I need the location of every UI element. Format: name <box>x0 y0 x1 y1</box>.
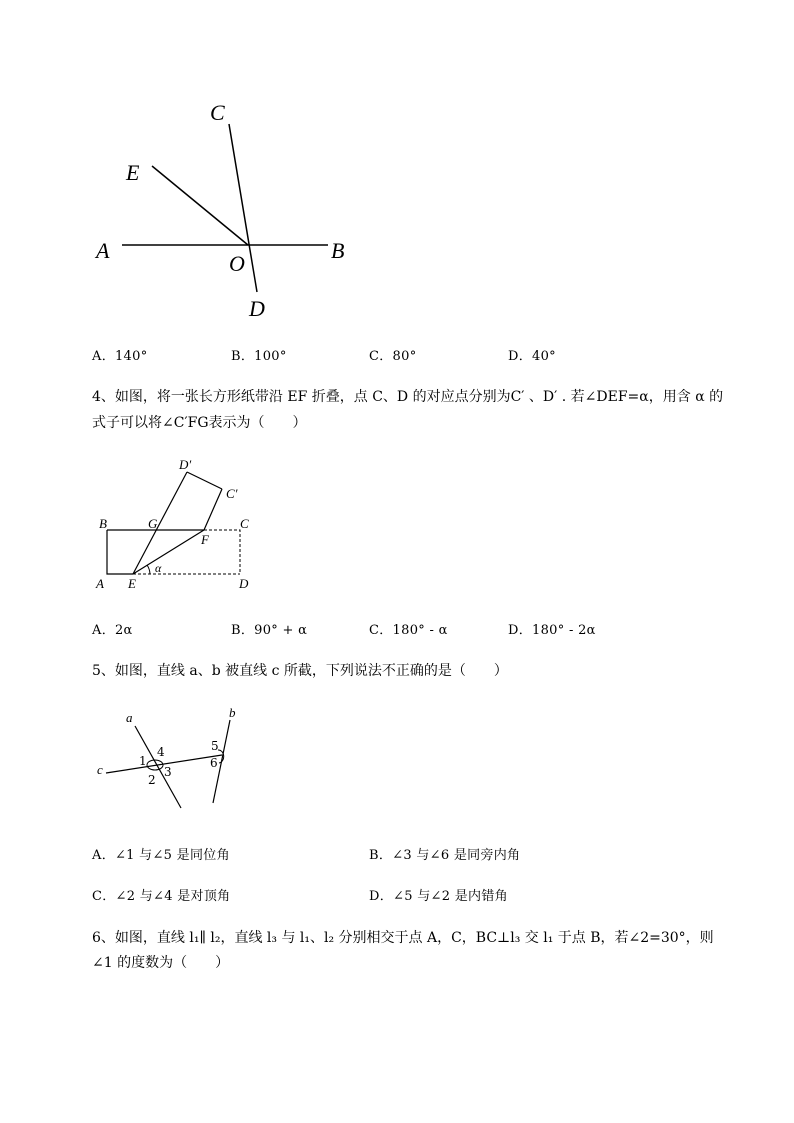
label-angle-2: 2 <box>148 773 156 787</box>
label-c: C <box>240 516 249 531</box>
q4-option-d[interactable]: D．180° - 2α <box>508 623 596 638</box>
label-angle-1: 1 <box>139 754 147 768</box>
q5-text-line1: 5、如图，直线 a、b 被直线 c 所截，下列说法不正确的是（ ） <box>92 663 508 679</box>
q6-text-line2: ∠1 的度数为（ ） <box>92 955 230 971</box>
label-g: G <box>148 516 158 531</box>
q4-option-a[interactable]: A．2α <box>92 623 133 638</box>
label-a: A <box>96 238 110 263</box>
q4-text-line1: 4、如图，将一张长方形纸带沿 EF 折叠，点 C、D 的对应点分别为C′ 、D′ . 若∠DEF=α，用含 α 的 <box>92 389 724 405</box>
label-angle-3: 3 <box>164 765 172 779</box>
q5-option-b[interactable]: B．∠3 与∠6 是同旁内角 <box>369 848 521 863</box>
q4-option-c[interactable]: C．180° - α <box>369 623 448 638</box>
q3-option-c[interactable]: C．80° <box>369 349 417 364</box>
label-c-prime: C′ <box>226 486 238 501</box>
label-e: E <box>126 160 140 185</box>
label-a: A <box>96 576 104 591</box>
q5-option-d[interactable]: D．∠5 与∠2 是内错角 <box>369 889 508 904</box>
q5-option-c[interactable]: C．∠2 与∠4 是对顶角 <box>92 889 231 904</box>
label-angle-5: 5 <box>211 739 219 753</box>
label-c: C <box>210 100 225 125</box>
label-d-prime: D′ <box>179 457 192 472</box>
label-a: a <box>126 710 133 725</box>
label-d: D <box>239 576 249 591</box>
label-b: b <box>229 705 236 720</box>
label-e: E <box>128 576 136 591</box>
q5-option-a[interactable]: A．∠1 与∠5 是同位角 <box>92 848 230 863</box>
label-angle-4: 4 <box>157 745 165 759</box>
q4-option-b[interactable]: B．90° + α <box>231 623 308 638</box>
label-alpha: α <box>155 561 162 575</box>
label-d: D <box>249 296 265 321</box>
q4-text-line2: 式子可以将∠C′FG表示为（ ） <box>92 415 307 431</box>
q6-text-line1: 6、如图，直线 l₁∥ l₂，直线 l₃ 与 l₁、l₂ 分别相交于点 A，C，BC⊥l₃ 交 l₁ 于点 B，若∠2=30°，则 <box>92 930 714 946</box>
q3-option-b[interactable]: B．100° <box>231 349 287 364</box>
label-o: O <box>229 251 245 276</box>
label-b: B <box>99 516 107 531</box>
q3-option-a[interactable]: A．140° <box>92 349 148 364</box>
label-b: B <box>331 238 345 263</box>
label-c: c <box>97 762 103 777</box>
q3-option-d[interactable]: D．40° <box>508 349 556 364</box>
label-f: F <box>201 532 209 547</box>
label-angle-6: 6 <box>210 756 218 770</box>
